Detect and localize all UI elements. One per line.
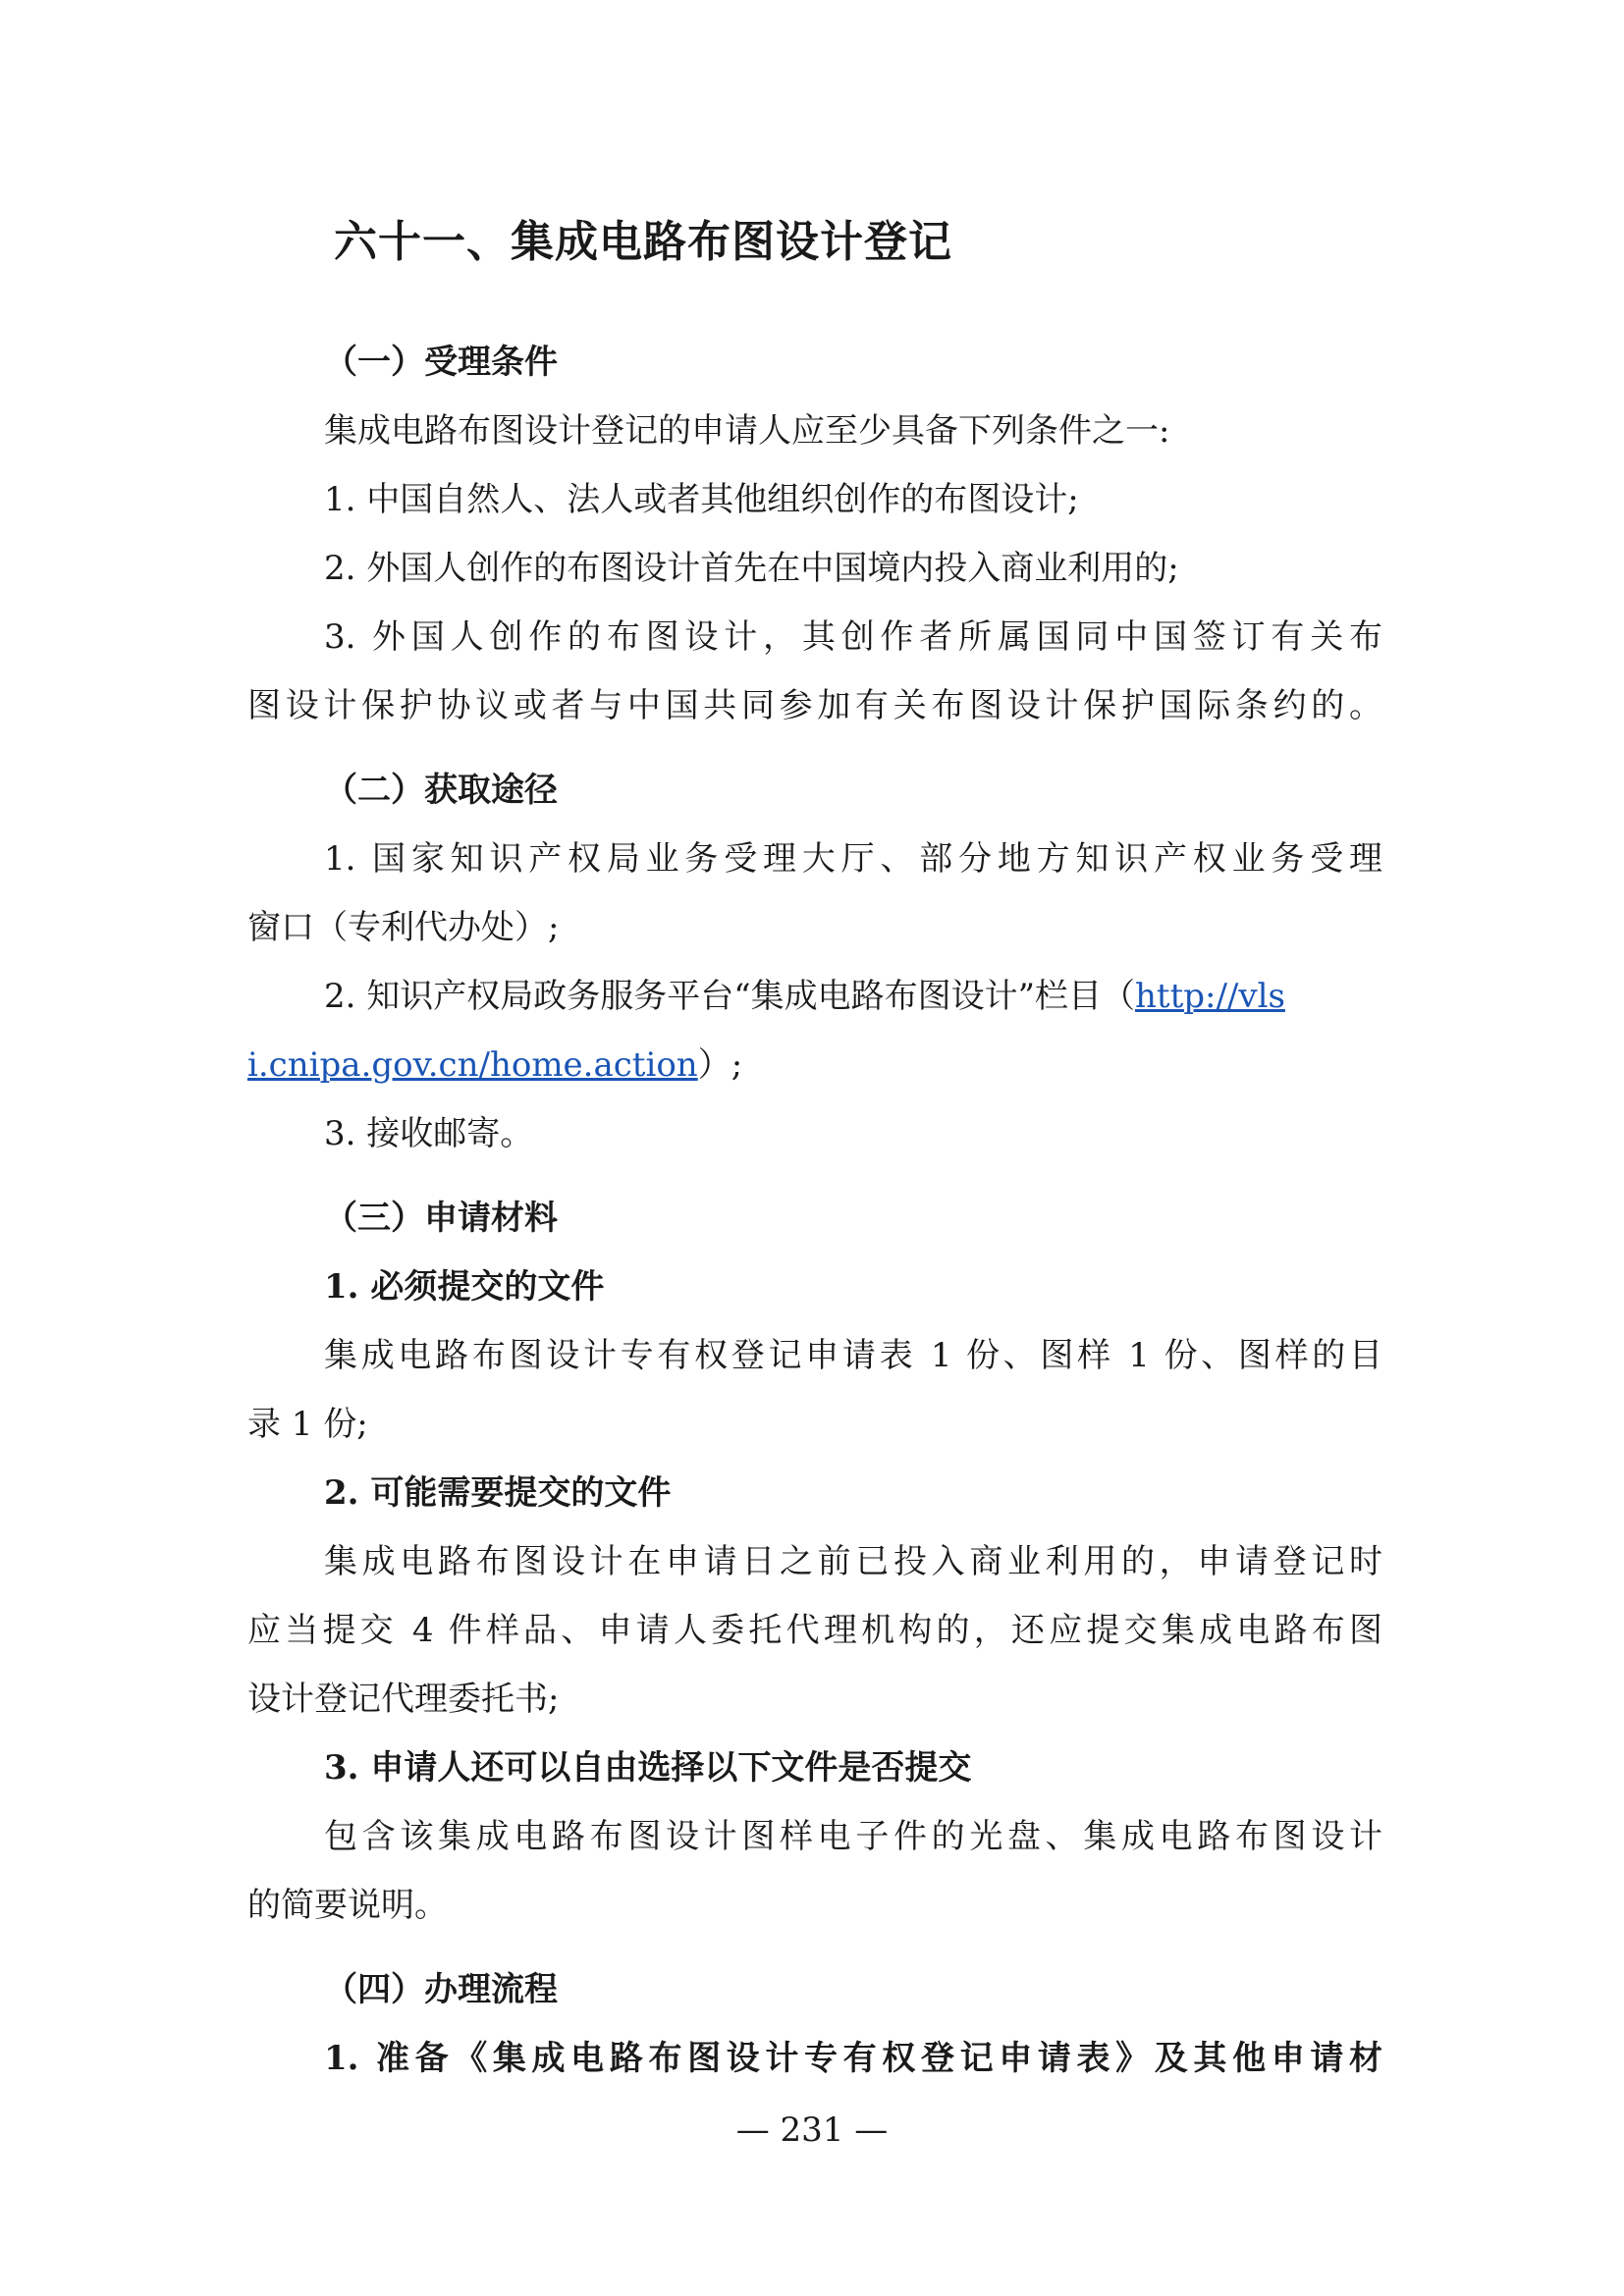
- list-item-continuation: 图设计保护协议或者与中国共同参加有关布图设计保护国际条约的。: [247, 686, 1382, 725]
- paragraph: 包含该集成电路布图设计图样电子件的光盘、集成电路布图设计: [324, 1817, 1382, 1856]
- list-item: 1. 中国自然人、法人或者其他组织创作的布图设计;: [324, 480, 1079, 519]
- page-title: 六十一、集成电路布图设计登记: [334, 217, 952, 267]
- section-heading-process: （四）办理流程: [324, 1970, 558, 2009]
- paragraph: 集成电路布图设计在申请日之前已投入商业利用的，申请登记时: [324, 1542, 1382, 1581]
- list-item-text: 2. 知识产权局政务服务平台“集成电路布图设计”栏目（: [324, 977, 1136, 1016]
- paragraph: 集成电路布图设计登记的申请人应至少具备下列条件之一:: [324, 411, 1170, 451]
- subheading-prepare-form: 1. 准备《集成电路布图设计专有权登记申请表》及其他申请材: [324, 2039, 1382, 2078]
- list-item: 3. 接收邮寄。: [324, 1114, 534, 1153]
- list-item: [247, 962, 1382, 1031]
- list-item: 1. 国家知识产权局业务受理大厅、部分地方知识产权业务受理: [324, 839, 1382, 879]
- page-number: — 231 —: [735, 2110, 889, 2150]
- list-item: 3. 外国人创作的布图设计，其创作者所属国同中国签订有关布: [324, 617, 1382, 657]
- list-item-continuation: [247, 1031, 1382, 1099]
- paragraph-continuation: 录 1 份;: [247, 1405, 368, 1444]
- document-body: [247, 312, 1382, 2093]
- section-heading-conditions: （一）受理条件: [324, 343, 558, 382]
- section-heading-materials: （三）申请材料: [324, 1199, 558, 1238]
- subheading-required-files: 1. 必须提交的文件: [324, 1267, 605, 1307]
- paragraph-continuation: 应当提交 4 件样品、申请人委托代理机构的，还应提交集成电路布图: [247, 1611, 1382, 1650]
- list-item-text: ）;: [697, 1045, 743, 1085]
- paragraph: 集成电路布图设计专有权登记申请表 1 份、图样 1 份、图样的目: [324, 1336, 1382, 1375]
- list-item: 2. 外国人创作的布图设计首先在中国境内投入商业利用的;: [324, 549, 1179, 588]
- subheading-possible-files: 2. 可能需要提交的文件: [324, 1473, 672, 1513]
- platform-link[interactable]: http://vls: [1135, 977, 1285, 1016]
- paragraph-continuation: 的简要说明。: [247, 1886, 448, 1925]
- paragraph-continuation: 设计登记代理委托书;: [247, 1680, 560, 1719]
- list-item-continuation: 窗口（专利代办处）;: [247, 908, 560, 947]
- subheading-optional-files: 3. 申请人还可以自由选择以下文件是否提交: [324, 1748, 972, 1788]
- platform-link-continuation[interactable]: i.cnipa.gov.cn/home.action: [247, 1045, 698, 1085]
- section-heading-channels: （二）获取途径: [324, 771, 558, 810]
